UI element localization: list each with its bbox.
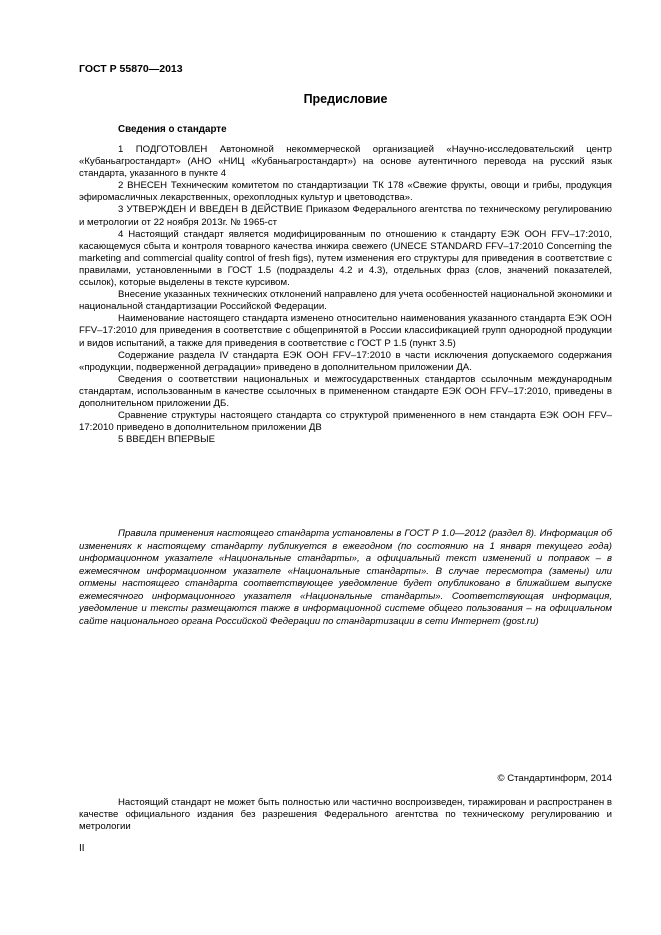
paragraph-deviations: Внесение указанных технических отклонений направлено для учета особенностей национальной экономики и национальной стандартизации Российской Федерации. — [79, 289, 612, 313]
page-title: Предисловие — [303, 92, 388, 106]
paragraph-references: Сведения о соответствии национальных и межгосударственных стандартов ссылочным международным стандартам, использованным в качестве ссылочных в примененном стандарте ЕЭК ООН FFV–17:2010, приведены в дополнительном приложении ДБ. — [79, 373, 612, 409]
paragraph-introduced: 2 ВНЕСЕН Техническим комитетом по стандартизации ТК 178 «Свежие фрукты, овощи и грибы, продукция эфиромасличных лекарственных, орехоплодных культур и цветоводства». — [79, 180, 612, 204]
foreword-body — [79, 144, 612, 446]
paragraph-structure: Сравнение структуры настоящего стандарта со структурой примененного в нем стандарта ЕЭК ООН FFV–17:2010 приведено в дополнительном приложении ДВ — [79, 410, 612, 434]
paragraph-modified: 4 Настоящий стандарт является модифицированным по отношению к стандарту ЕЭК ООН FFV–17:2010, касающемуся сбыта и контроля товарного качества инжира свежего (UNECE STANDARD FFV–17:2010 Concerning the marketing and commercial quality control of fresh figs), путем изменения его структуры для приведения в соответствие с правилами, установленными в ГОСТ 1.5 (подразделы 4.2 и 4.3), отдельных фраз (слов, значений показателей, ссылок), которые выделены в тексте курсивом. — [79, 228, 612, 289]
document-code: ГОСТ Р 55870—2013 — [79, 63, 183, 75]
paragraph-first-introduced: 5 ВВЕДЕН ВПЕРВЫЕ — [118, 434, 216, 446]
page-number: II — [79, 843, 85, 854]
rights-notice — [79, 797, 612, 833]
paragraph-section-iv: Содержание раздела IV стандарта ЕЭК ООН FFV–17:2010 в части исключения допускаемого содержания «продукции, подверженной деградации» приведено в дополнительном приложении ДА. — [79, 349, 612, 373]
rights-text: Настоящий стандарт не может быть полностью или частично воспроизведен, тиражирован и распространен в качестве официального издания без разрешения Федерального агентства по техническому регулированию и метрологии — [79, 797, 612, 833]
paragraph-prepared: 1 ПОДГОТОВЛЕН Автономной некоммерческой организацией «Научно-исследовательский центр «Кубаньагростандарт» (АНО «НИЦ «Кубаньагростандарт») на основе аутентичного перевода на русский язык стандарта, указанного в пункте 4 — [79, 144, 612, 180]
paragraph-approved: 3 УТВЕРЖДЕН И ВВЕДЕН В ДЕЙСТВИЕ Приказом Федерального агентства по техническому регулированию и метрологии от 22 ноября 2013г. № 1965-ст — [79, 204, 612, 228]
paragraph-name-change: Наименование настоящего стандарта изменено относительно наименования указанного стандарта ЕЭК ООН FFV–17:2010 для приведения в соответствие с общепринятой в России классификацией групп однородной продукции и видов испытаний, а также для приведения в соответствие с ГОСТ Р 1.5 (пункт 3.5) — [79, 313, 612, 349]
section-subtitle: Сведения о стандарте — [118, 124, 227, 135]
copyright-line: © Стандартинформ, 2014 — [497, 773, 612, 784]
notice-text: Правила применения настоящего стандарта установлены в ГОСТ Р 1.0—2012 (раздел 8). Информация об изменениях к настоящему стандарту публикуется в ежегодном (по состоянию на 1 января текущего года) информационном указателе «Национальные стандарты», а официальный текст изменений и поправок – в ежемесячном информационном указателе «Национальные стандарты». В случае пересмотра (замены) или отмены настоящего стандарта соответствующее уведомление будет опубликовано в ближайшем выпуске ежемесячного информационного указателя «Национальные стандарты». Соответствующая информация, уведомление и тексты размещаются также в информационной системе общего пользования – на официальном сайте национального органа Российской Федерации по стандартизации в сети Интернет (gost.ru) — [79, 528, 612, 627]
application-rules-notice — [79, 528, 612, 628]
